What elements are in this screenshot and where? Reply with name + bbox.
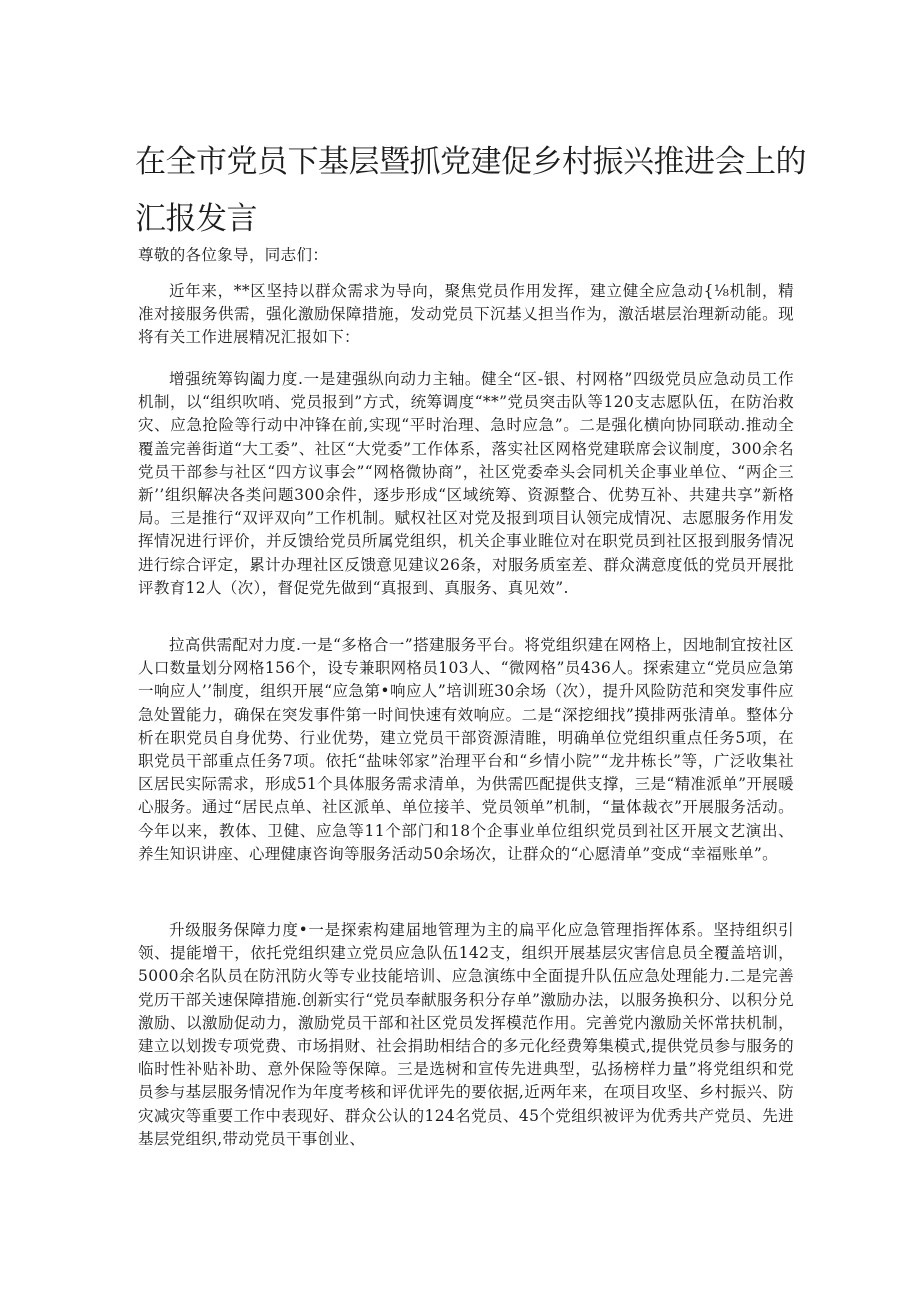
paragraph-service-guarantee: 升级服务保障力度•一是探索构建届地管理为主的扁平化应急管理指挥体系。坚持组织引领、提能增干，依托党组织建立党员应急队伍142支，组织开展基层灾害信息员全覆盖培训，5000余名队员在防汛防火等专业技能培训、应急演练中全面提升队伍应急处理能力.二是完善党历干部关速保障措施.创新实行“党员奉献服务积分存单”激励办法，以服务换积分、以积分兑激励、以激励促动力，激励党员干部和社区党员发挥模范作用。完善党内激励关怀常扶机制，建立以划拨专项党费、市场捐财、社会捐助相结合的多元化经费筹集模式,提供党员参与服务的临时性补贴补助、意外保险等保障。三是选树和宣传先进典型，弘扬榜样力量”将党组织和党员参与基层服务情况作为年度考核和评优评先的要依据,近两年来，在项目攻坚、乡村振兴、防灾减灾等重要工作中表现好、群众公认的124名党员、45个党组织被评为优秀共产党员、先进基层党组织,带动党员干事创业、 [138,921,794,1148]
document-title-line-1: 在全市党员下基层暨抓党建促乡村振兴推进会上的 [135,144,806,180]
document-title-line-2: 汇报发言 [135,201,257,237]
paragraph-introduction: 近年来，**区坚持以群众需求为导向，聚焦党员作用发挥，建立健全应急动{⅛机制，精准对接服务供需，强化激励保障措施，发动党员下沉基乂担当作为，激活堪层治理新动能。现将有关工作进展精况汇报如下： [138,282,794,347]
paragraph-supply-demand: 拉高供需配对力度.一是“多格合一”搭建服务平台。将党组织建在网格上，因地制宜按社区人口数量划分网格156个，设专兼职网格员103人、“微网格”员436人。探索建立“党员应急第一响应人’’制度，组织开展“应急第•响应人”培训班30余场（次），提升风险防范和突发事件应急处置能力，确保在突发事件第一时间快速有效响应。二是“深挖细找”摸排两张清单。整体分析在职党员自身优势、行业优势，建立党员干部资源清睢，明确单位党组织重点任务5项，在职党员干部重点任务7项。依托“盐味邻家”治理平台和“乡情小院”“龙井栋长”等，广泛收集社区居民实际需求，形成51个具体服务需求清单，为供需匹配提供支撑，三是“精准派单”开展暖心服务。通过“居民点单、社区派单、单位接羊、党员领单”机制，“量体裁衣”开展服务活动。今年以来，教体、卫健、应急等11个部门和18个企事业单位组织党员到社区开展文艺演出、养生知识讲座、心理健康咨询等服务活动50余场次，让群众的“心愿清单”变成“幸福账单”。 [138,636,794,863]
salutation: 尊敬的各位象导，同志们： [138,246,329,264]
paragraph-coordination: 增强统筹钩阖力度.一是建强纵向动力主轴。健全“区-银、村网格”四级党员应急动员工作机制，以“组织吹哨、党员报到”方式，统筹调度“**”党员突击队等120支志愿队伍，在防治救灾、应急抢险等行动中冲锋在前,实现“平时治理、急时应急”。二是强化横向协同联动.推动全覆盖完善街道“大工委”、社区“大党委”工作体系，落实社区网格党建联席会议制度，300余名党员干部参与社区“四方议事会”“网格微协商”，社区党委牵头会同机关企事业单位、“两企三新’’组织解决各类问题300余件，逐步形成“区域统筹、资源整合、优势互补、共建共享”新格局。三是推行“双评双向”工作机制。赋权社区对党及报到项目认领完成情况、志愿服务作用发挥情况进行评价，并反馈给党员所属党组织，机关企事业睢位对在职党员到社区报到服务情况进行综合评定，累计办理社区反馈意见建议26条，对服务质室差、群众满意度低的党员开展批评教育12人（次），督促党先做到“真报到、真服务、真见效”. [138,370,794,597]
